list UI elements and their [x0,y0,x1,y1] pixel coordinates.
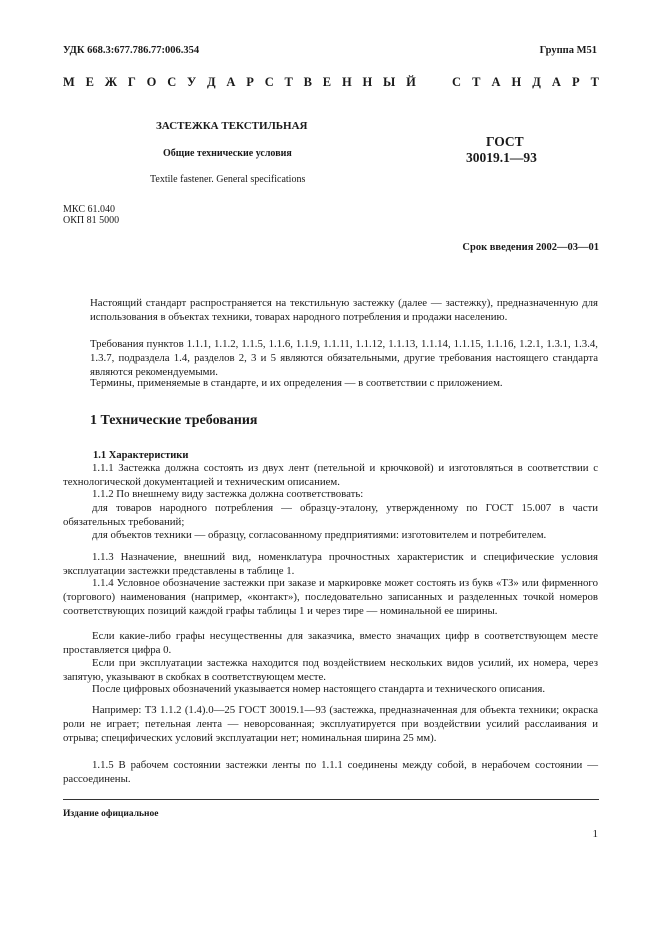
gost-label: ГОСТ [486,134,524,149]
section-paragraph: 1.1.4 Условное обозначение застежки при заказе и маркировке может состоять из букв «ТЗ» или фирменного (торгового) наименования (например, «контакт»), последовательно записанных и разделенных точкой номеров соответствующих позиций каждой графы таблицы 1 и через тире — номинальной ее ширины. [63,577,598,617]
okp-code: ОКП 81 5000 [63,215,120,226]
gost-number: 30019.1—93 [466,150,537,165]
subsection-heading: 1.1 Характеристики [93,450,189,461]
section-paragraph: Если при эксплуатации застежка находится под воздействием нескольких видов усилий, их номера, через запятую, указывают в скобках в соответствующем месте. [63,657,598,683]
edition-note: Издание официальное [63,809,159,819]
section-paragraph: 1.1.1 Застежка должна состоять из двух лент (петельной и крючковой) и изготовляться в соответствии с технологической документацией и техническим описанием. [63,462,598,488]
mks-code: МКС 61.040 [63,204,115,215]
english-title: Textile fastener. General specifications [150,174,306,185]
introduction-date: Срок введения 2002—03—01 [462,242,599,253]
section-paragraph: Если какие-либо графы несущественны для заказчика, вместо значащих цифр в соответствующем месте проставляется цифра 0. [63,630,598,656]
section-heading: 1 Технические требования [90,413,258,428]
intro-paragraph: Термины, применяемые в стандарте, и их определения — в соответствии с приложением. [90,377,503,389]
section-paragraph: Например: ТЗ 1.1.2 (1.4).0—25 ГОСТ 30019.1—93 (застежка, предназначенная для объекта техники; окраска роли не играет; петельная лента — неворсованная; эксплуатируется при воздействии усилий расслаивания и отрыва; специфических условий эксплуатации нет; номинальная ширина 25 мм). [63,704,598,744]
udk-code: УДК 668.3:677.786.77:006.354 [63,45,200,56]
interstate-standard-banner [63,75,599,90]
section-paragraph: для товаров народного потребления — образцу-эталону, утвержденному по ГОСТ 15.007 в части обязательных требований; [63,502,598,528]
document-title: ЗАСТЕЖКА ТЕКСТИЛЬНАЯ [156,120,308,132]
section-paragraph: для объектов техники — образцу, согласованному предприятиями: изготовителем и потребителем. [92,529,547,541]
intro-paragraph: Настоящий стандарт распространяется на текстильную застежку (далее — застежку), предназначенную для использования в объектах техники, товарах народного потребления и продажи населению. [90,297,598,323]
banner-word-2: С Т А Н Д А Р Т [452,75,599,89]
section-paragraph: 1.1.5 В рабочем состоянии застежки ленты по 1.1.1 соединены между собой, в нерабочем состоянии — рассоединены. [63,759,598,785]
section-paragraph: После цифровых обозначений указывается номер настоящего стандарта и технического описания. [92,683,546,695]
page-number: 1 [592,828,598,840]
classification-codes [63,204,119,226]
section-paragraph: 1.1.2 По внешнему виду застежка должна соответствовать: [92,488,364,500]
footer-divider [63,799,599,800]
banner-word-1: М Е Ж Г О С У Д А Р С Т В Е Н Н Ы Й [63,75,416,89]
section-paragraph: 1.1.3 Назначение, внешний вид, номенклатура прочностных характеристик и специфические условия эксплуатации застежки представлены в таблице 1. [63,551,598,577]
intro-paragraph: Требования пунктов 1.1.1, 1.1.2, 1.1.5, 1.1.6, 1.1.9, 1.1.11, 1.1.12, 1.1.13, 1.1.14, 1.1.15, 1.1.16, 1.2.1, 1.3.1, 1.3.4, 1.3.7, подраздела 1.4, разделов 2, 3 и 5 являются обязательными, другие требования настоящего стандарта являются рекомендуемыми. [90,338,598,378]
group-code: Группа М51 [539,45,597,56]
document-subtitle: Общие технические условия [163,148,292,159]
